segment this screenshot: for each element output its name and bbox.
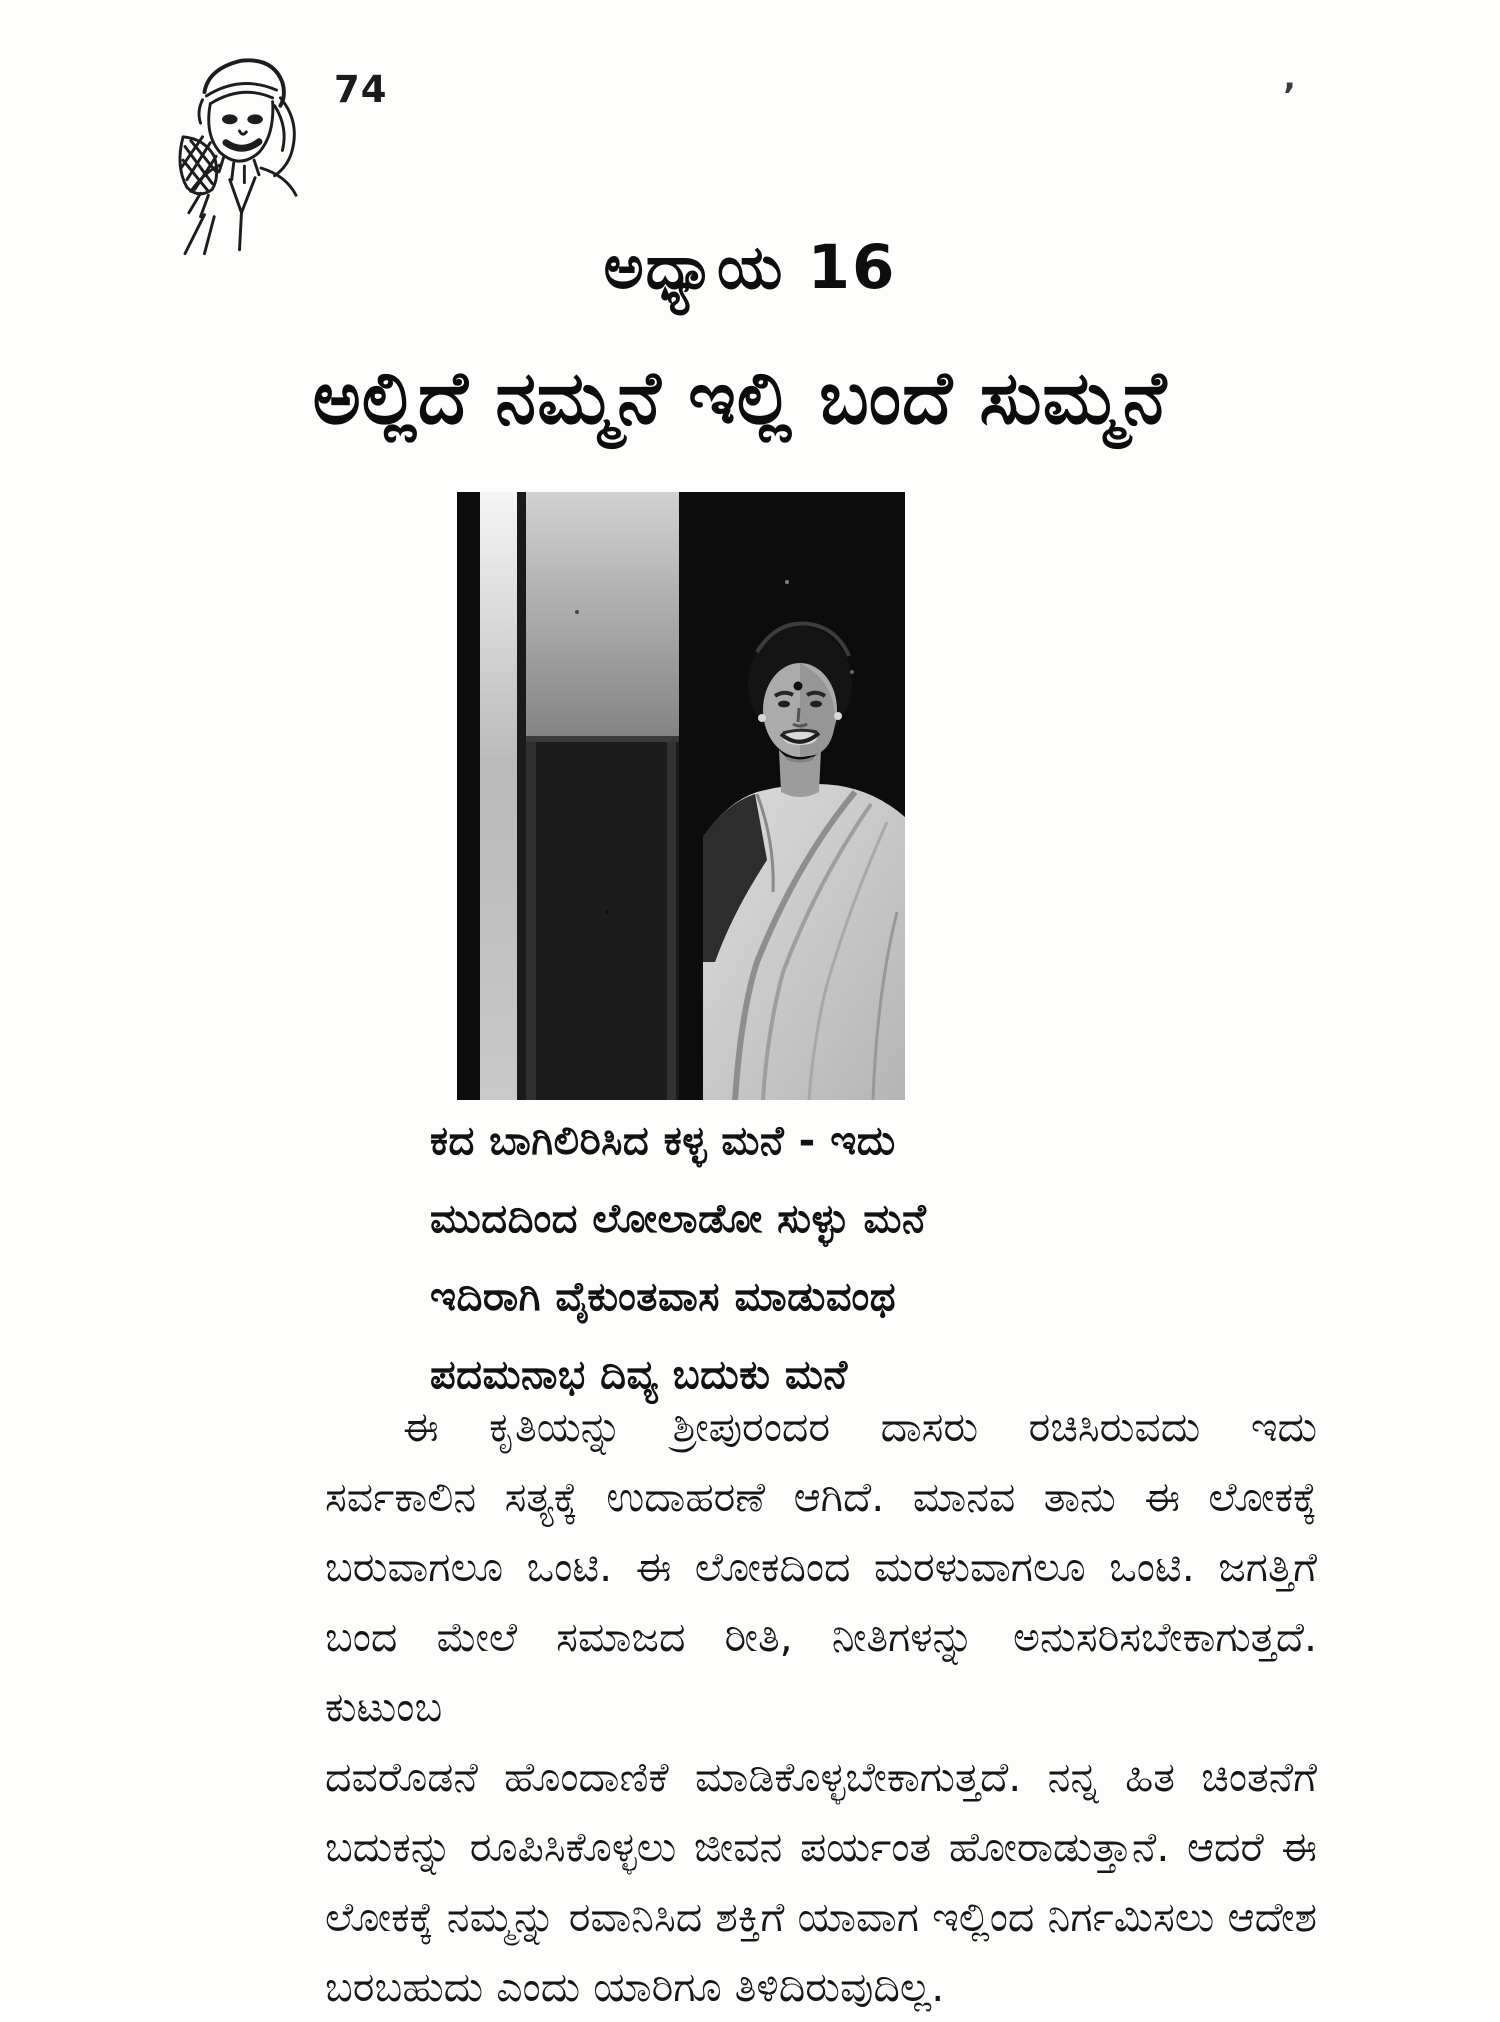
paragraph-line: ಲೋಕಕ್ಕೆ ನಮ್ಮನ್ನು ರವಾನಿಸಿದ ಶಕ್ತಿಗೆ ಯಾವಾಗ ಇಲ್ಲಿಂದ ನಿರ್ಗಮಿಸಲು ಆದೇಶ xyxy=(325,1893,1317,1941)
verse-line: ಇದಿರಾಗಿ ವೈಕುಂತವಾಸ ಮಾಡುವಂಥ xyxy=(430,1274,897,1320)
page-number: 74 xyxy=(334,68,388,111)
verse-line: ಪದಮನಾಭ ದಿವ್ಯ ಬದುಕು ಮನೆ xyxy=(430,1352,848,1398)
verse-line: ಮುದದಿಂದ ಲೋಲಾಡೋ ಸುಳ್ಳು ಮನೆ xyxy=(430,1196,927,1242)
photo-woman-at-doorway xyxy=(457,492,905,1100)
verse-block xyxy=(430,1102,1150,1414)
chapter-heading: ಅಧ್ಯಾಯ 16 xyxy=(603,232,897,303)
paragraph-line: ಸರ್ವಕಾಲಿನ ಸತ್ಯಕ್ಕೆ ಉದಾಹರಣೆ ಆಗಿದೆ. ಮಾನವ ತಾನು ಈ ಲೋಕಕ್ಕೆ xyxy=(325,1473,1317,1521)
scan-artifact-mark: ’ xyxy=(1283,76,1296,116)
photo-image xyxy=(457,492,905,1100)
paragraph-line: ಬರಬಹುದು ಎಂದು ಯಾರಿಗೂ ತಿಳಿದಿರುವುದಿಲ್ಲ. xyxy=(325,1963,945,2011)
paragraph-line: ದವರೊಡನೆ ಹೊಂದಾಣಿಕೆ ಮಾಡಿಕೊಳ್ಳಬೇಕಾಗುತ್ತದೆ. ನನ್ನ ಹಿತ ಚಿಂತನೆಗೆ xyxy=(325,1753,1317,1801)
paragraph-line: ಬದುಕನ್ನು ರೂಪಿಸಿಕೊಳ್ಳಲು ಜೀವನ ಪರ್ಯಂತ ಹೋರಾಡುತ್ತಾನೆ. ಆದರೆ ಈ xyxy=(325,1823,1317,1871)
sai-baba-illustration xyxy=(148,36,333,261)
body-paragraph xyxy=(325,1392,1317,2022)
verse-line: ಕದ ಬಾಗಿಲಿರಿಸಿದ ಕಳ್ಳ ಮನೆ - ಇದು xyxy=(430,1118,896,1164)
chapter-title: ಅಲ್ಲಿದೆ ನಮ್ಮನೆ ಇಲ್ಲಿ ಬಂದೆ ಸುಮ್ಮನೆ xyxy=(312,356,1168,441)
paragraph-line: ಬಂದ ಮೇಲೆ ಸಮಾಜದ ರೀತಿ, ನೀತಿಗಳನ್ನು ಅನುಸರಿಸಬೇಕಾಗುತ್ತದೆ. ಕುಟುಂಬ xyxy=(325,1613,1317,1731)
paragraph-line: ಈ ಕೃತಿಯನ್ನು ಶ್ರೀಪುರಂದರ ದಾಸರು ರಚಿಸಿರುವದು ಇದು xyxy=(403,1403,1317,1451)
paragraph-line: ಬರುವಾಗಲೂ ಒಂಟಿ. ಈ ಲೋಕದಿಂದ ಮರಳುವಾಗಲೂ ಒಂಟಿ. ಜಗತ್ತಿಗೆ xyxy=(325,1543,1317,1591)
